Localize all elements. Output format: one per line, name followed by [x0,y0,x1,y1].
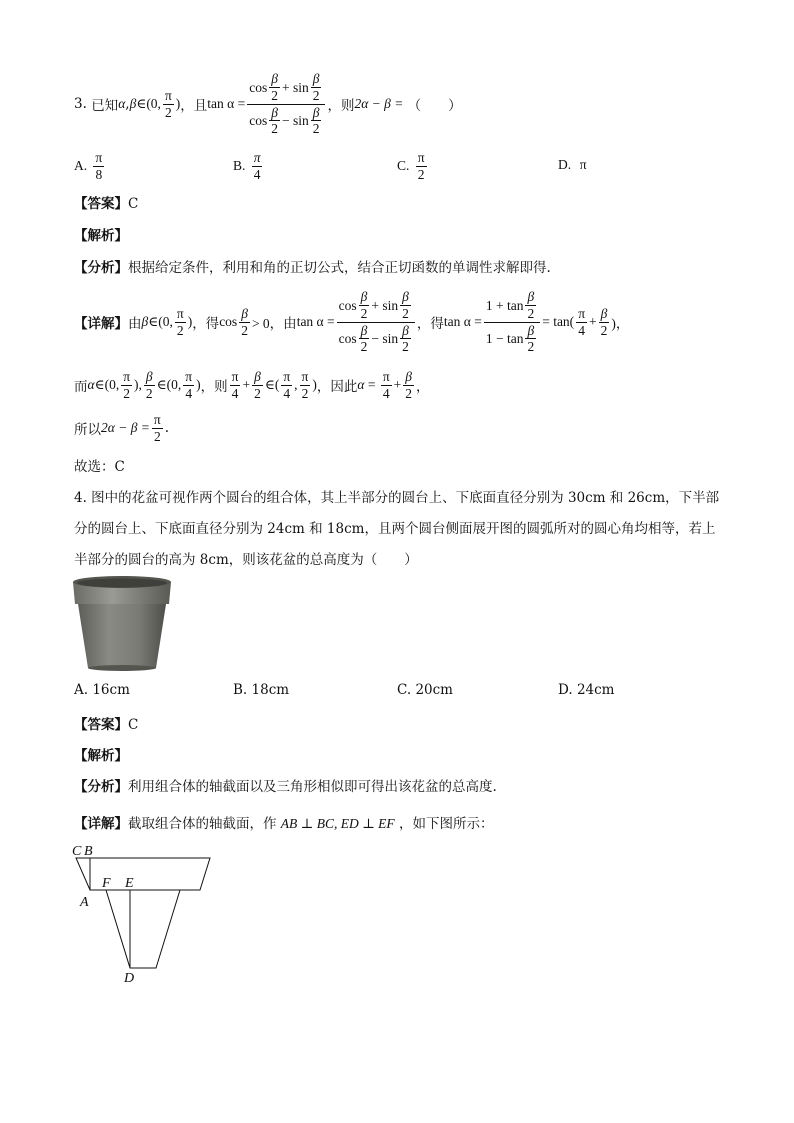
q4-option-d[interactable]: D. 24cm [558,682,615,698]
q4-stem-line1: 4. 图中的花盆可视作两个圆台的组合体，其上半部分的圆台上、下底面直径分别为 30cm 和 26cm，下半部 [74,490,720,506]
q3-xiangjie-line3: 所以 2α − β = $\frac{\pi}{2}$ . [74,411,170,444]
q3-number: 3. [74,96,87,112]
q3-xiangjie-line1: 【详解】 由 β ∈ (0, $\frac{\pi}{2}$ ) ，得 cos $\frac{\beta}{2}$ > 0，由 tan α = cos $\frac{\beta}{2}$ + sin $\frac{\beta}{2}$ cos $\frac{\beta}{2}$ − sin $\frac{\beta}{2}$ ，得 tan α = 1 + tan $\frac{\beta}{2}$ 1 − tan $\frac{\beta}{2}$ = tan( $\frac{\pi}{4}$ + $\frac{\beta}{2}$ )， [74,289,630,355]
q4-xiangjie: 【详解】截取组合体的轴截面，作 AB ⊥ BC, ED ⊥ EF ，如下图所示： [74,816,494,832]
axial-section-diagram [66,840,226,990]
q3-conclusion: 故选：C [74,459,125,475]
label-b: B [84,844,93,859]
q3-option-a[interactable]: A. $\frac{\pi}{8}$ [74,150,103,182]
pi-over-2: $\frac{\pi}{2}$ [164,87,172,120]
label-f: F [102,876,111,891]
label-e: E [125,876,134,891]
q4-option-a[interactable]: A. 16cm [74,682,130,698]
label-c: C [72,844,82,859]
q3-analysis-tag: 【解析】 [74,228,128,244]
q3-stem: 3. 已知 α , β ∈ (0, $\frac{\pi}{2}$ ) ，且 tan α = cos $\frac{\beta}{2}$ + sin $\frac{\beta}{2}$ cos $\frac{\beta}{2}$ − sin $\frac{\beta}{2}$ ，则 2α − β = （ ） [74,71,462,137]
q4-option-b[interactable]: B. 18cm [233,682,290,698]
q3-answer: 【答案】C [74,196,139,212]
q3-option-c[interactable]: C. $\frac{\pi}{2}$ [397,150,425,182]
flower-pot-image [70,574,174,672]
label-d: D [124,971,135,986]
q4-stem-line2: 分的圆台上、下底面直径分别为 24cm 和 18cm，且两个圆台侧面展开图的圆弧所对的圆心角均相等，若上 [74,521,716,537]
upper-frustum-section [76,858,210,890]
tan-alpha-fraction: cos $\frac{\beta}{2}$ + sin $\frac{\beta}{2}$ cos $\frac{\beta}{2}$ − sin $\frac{\beta}{2}$ [247,71,325,136]
q3-xiangjie-line2: 而 α ∈ (0, $\frac{\pi}{2}$ ), $\frac{\beta}{2}$ ∈ (0, $\frac{\pi}{4}$ ) ，则 $\frac{\pi}{4}$ + $\frac{\beta}{2}$ ∈ ( $\frac{\pi}{4}$ , $\frac{\pi}{2}$ ) ，因此 α = $\frac{\pi}{4}$ + $\frac{\beta}{2}$ ， [74,368,430,401]
q3-option-b[interactable]: B. $\frac{\pi}{4}$ [233,150,261,182]
label-a: A [80,895,89,910]
q3-option-d[interactable]: D. π [558,157,587,172]
q4-stem-line3: 半部分的圆台的高为 8cm，则该花盆的总高度为（ ） [74,552,418,568]
q4-answer: 【答案】C [74,717,139,733]
q4-fenxi: 【分析】利用组合体的轴截面以及三角形相似即可得出该花盆的总高度. [74,779,497,795]
q3-fenxi: 【分析】根据给定条件，利用和角的正切公式，结合正切函数的单调性求解即得. [74,260,551,276]
lower-frustum-section [106,890,180,968]
q4-analysis-tag: 【解析】 [74,748,128,764]
q4-option-c[interactable]: C. 20cm [397,682,453,698]
